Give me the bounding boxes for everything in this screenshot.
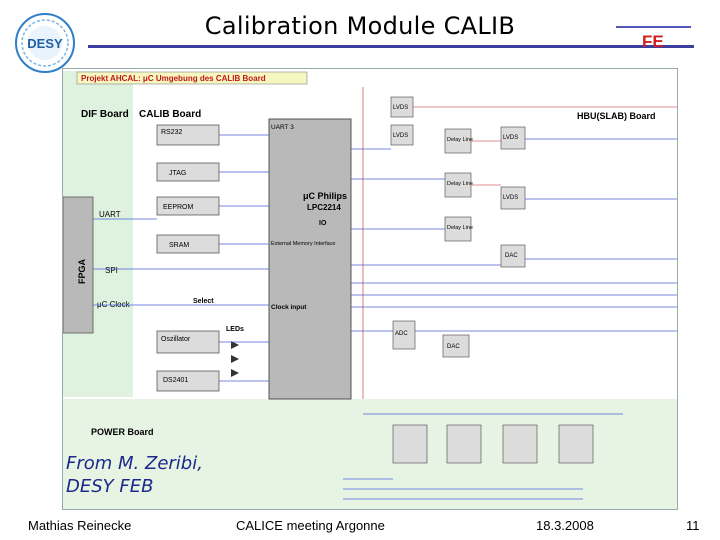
lvds-label-1: LVDS xyxy=(393,105,409,111)
slide-title: Calibration Module CALIB xyxy=(204,12,516,40)
lvds-label-2: LVDS xyxy=(393,133,409,139)
page-number: 11 xyxy=(686,518,700,533)
uc-block xyxy=(269,119,351,399)
hbu-board-label: HBU(SLAB) Board xyxy=(577,111,656,121)
eeprom-label: EEPROM xyxy=(163,204,194,211)
jtag-block xyxy=(157,163,219,181)
sram-label: SRAM xyxy=(169,242,190,249)
delay-line-label-2: Delay Line xyxy=(447,181,473,187)
power-dac-2 xyxy=(447,425,481,463)
caption-line-2: DESY FEB xyxy=(66,476,154,497)
calib-schematic xyxy=(62,68,678,510)
uart3-label: UART 3 xyxy=(271,124,294,131)
fe-label: FE xyxy=(642,32,664,51)
select-label: Select xyxy=(193,298,214,305)
fe-rule xyxy=(616,26,691,28)
spi-label: SPI xyxy=(105,266,118,275)
uc-name: μC Philips xyxy=(303,191,348,201)
logo-text: DESY xyxy=(27,36,63,51)
lvds-label-4: LVDS xyxy=(503,195,519,201)
leds-label: LEDs xyxy=(226,326,244,333)
footer-author: Mathias Reinecke xyxy=(28,518,132,533)
power-dac-3 xyxy=(503,425,537,463)
dac-label-1: DAC xyxy=(505,253,518,259)
calib-board-label: CALIB Board xyxy=(139,109,202,120)
clock-input-label: Clock input xyxy=(271,304,307,311)
oscillator-label: Oszillator xyxy=(161,336,191,343)
footer-date: 18.3.2008 xyxy=(536,518,594,533)
source-caption xyxy=(66,452,203,498)
adc-label: ADC xyxy=(395,331,408,337)
rs232-label: RS232 xyxy=(161,129,183,136)
power-dac-4 xyxy=(559,425,593,463)
external-memory-label: External Memory Interface xyxy=(271,241,336,247)
lvds-label-3: LVDS xyxy=(503,135,519,141)
uc-part: LPC2214 xyxy=(307,203,341,212)
delay-line-label-1: Delay Line xyxy=(447,137,473,143)
fpga-label: FPGA xyxy=(77,258,87,284)
dac-label-2: DAC xyxy=(447,344,460,350)
delay-line-label-3: Delay Line xyxy=(447,225,473,231)
footer-meeting: CALICE meeting Argonne xyxy=(236,518,385,533)
power-board-label: POWER Board xyxy=(91,427,154,437)
ds2401-label: DS2401 xyxy=(163,377,189,384)
jtag-label: JTAG xyxy=(169,170,187,177)
uc-clock-label: μC Clock xyxy=(97,300,130,309)
caption-line-1: From M. Zeribi, xyxy=(66,453,203,474)
power-dac-1 xyxy=(393,425,427,463)
uc-io-label: IO xyxy=(319,220,327,227)
uart-label: UART xyxy=(99,210,121,219)
title-rule xyxy=(88,45,694,48)
project-title: Projekt AHCAL: μC Umgebung des CALIB Board xyxy=(81,74,266,83)
dif-board-label: DIF Board xyxy=(81,109,129,120)
